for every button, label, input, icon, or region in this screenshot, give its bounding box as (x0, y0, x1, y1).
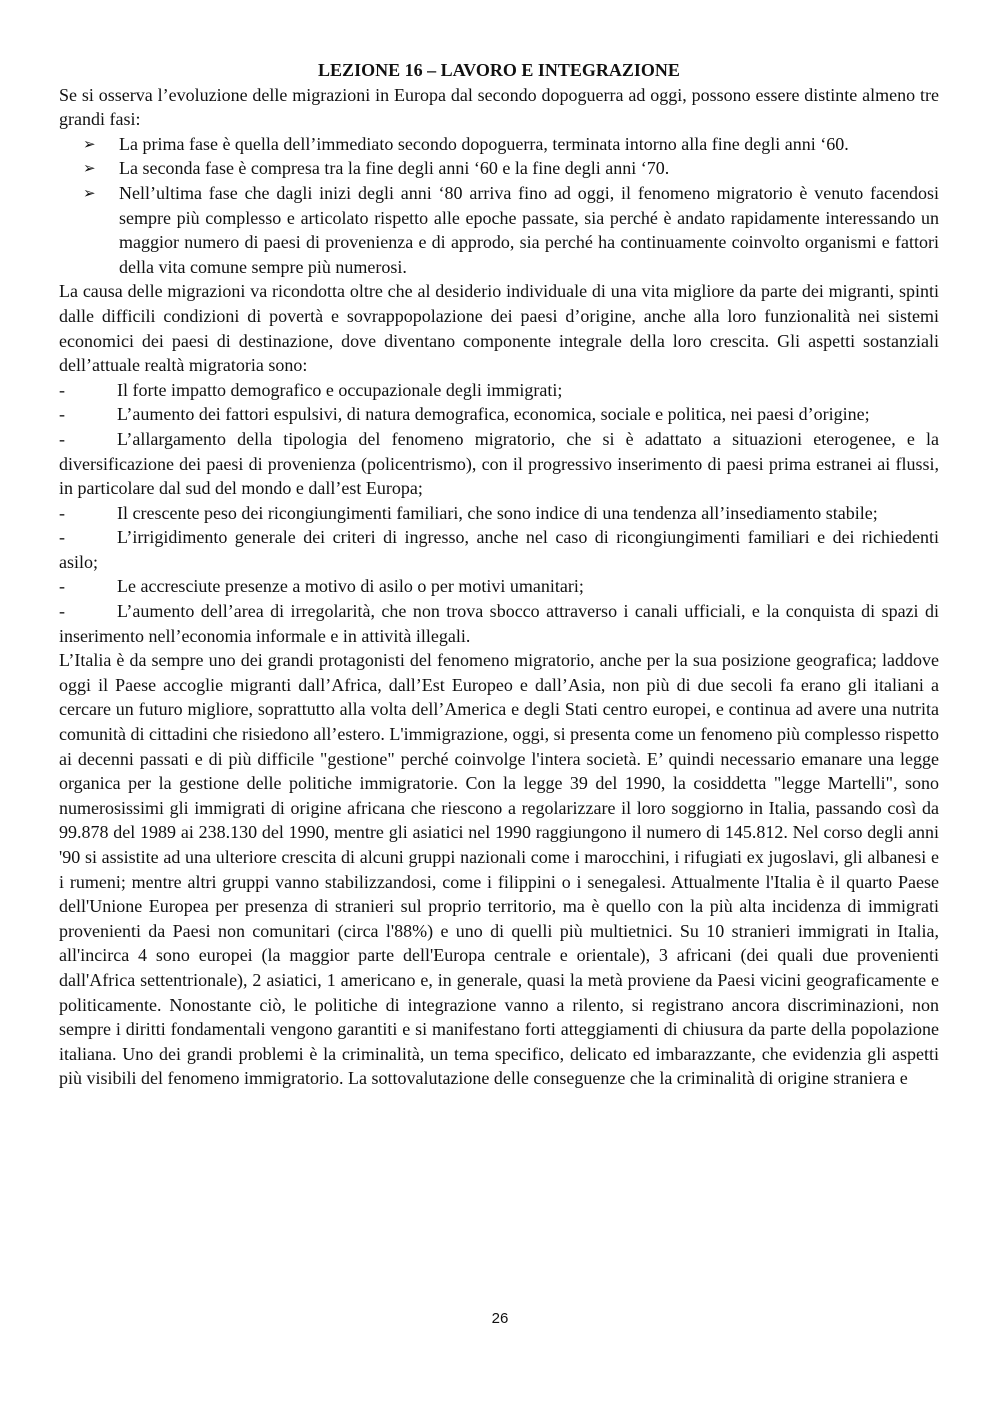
phase-text: Nell’ultima fase che dagli inizi degli anni ‘80 arriva fino ad oggi, il fenomeno migratorio è venuto facendosi sempre più complesso e articolato rispetto alle epoche passate, sia perché è andato rapidamente interessando un maggior numero di paesi di provenienza e di approdo, sia perché ha continuamente coinvolto organismi e fattori della vita comune sempre più numerosi. (119, 182, 939, 277)
cause-paragraph: La causa delle migrazioni va ricondotta oltre che al desiderio individuale di una vita migliore da parte dei migranti, spinti dalle difficili condizioni di povertà e sovrappopolazione dei paesi d’origine, anche alla loro funzionalità nei sistemi economici dei paesi di destinazione, dove diventano componente integrale della loro crescita. Gli aspetti sostanziali dell’attuale realtà migratoria sono: (59, 281, 939, 376)
list-item (59, 402, 939, 427)
lesson-title: LEZIONE 16 – LAVORO E INTEGRAZIONE (318, 60, 680, 80)
aspect-text: Il crescente peso dei ricongiungimenti familiari, che sono indice di una tendenza all’insediamento stabile; (117, 502, 878, 523)
aspect-text: L’allargamento della tipologia del fenomeno migratorio, che si è adattato a situazioni eterogenee, e la diversificazione dei paesi di provenienza (policentrismo), con il progressivo inserimento di paesi prima estranei ai flussi, in particolare dal sud del mondo e dall’est Europa; (59, 428, 939, 499)
phase-text: La prima fase è quella dell’immediato secondo dopoguerra, terminata intorno alla fine degli anni ‘60. (119, 133, 849, 154)
list-item (83, 156, 939, 181)
italy-paragraph: L’Italia è da sempre uno dei grandi protagonisti del fenomeno migratorio, anche per la sua posizione geografica; laddove oggi il Paese accoglie migranti dall’Africa, dall’Est Europeo e dall’Asia, non più di due secoli fa erano gli italiani a cercare un futuro migliore, soprattutto alla volta dell’America e degli Stati centro europei, e continua ad avere una nutrita comunità di cittadini che risiedono all’estero. L'immigrazione, oggi, si presenta come un fenomeno più complesso rispetto ai decenni passati e di più difficile "gestione" perché coinvolge l'intera società. E’ quindi necessario emanare una legge organica per la gestione delle politiche immigratorie. Con la legge 39 del 1990, la cosiddetta "legge Martelli", sono numerosissimi gli immigrati di origine africana che riescono a regolarizzare il loro soggiorno in Italia, passando così da 99.878 del 1989 ai 238.130 del 1990, mentre gli asiatici nel 1990 raggiungono il numero di 145.812. Nel corso degli anni '90 si assistite ad una ulteriore crescita di alcuni gruppi nazionali come i marocchini, i rifugiati ex jugoslavi, gli albanesi e i rumeni; mentre altri gruppi vanno stabilizzandosi, come i filippini o i senegalesi. Attualmente l'Italia è il quarto Paese dell'Unione Europea per presenza di stranieri sul proprio territorio, ma è quello con la più alta incidenza di immigrati provenienti da Paesi non comunitari (circa l'88%) e uno di quelli più multietnici. Su 10 stranieri immigrati in Italia, all'incirca 4 sono europei (la maggior parte dell'Europa centrale e orientale), 3 africani (dei quali due provenienti dall'Africa settentrionale), 2 asiatici, 1 americano e, in generale, quasi la metà proviene da Paesi vicini geograficamente e politicamente. Nonostante ciò, le politiche di integrazione vanno a rilento, si registrano ancora discriminazioni, non sempre i diritti fondamentali vengono garantiti e si manifestano forti atteggiamenti di chiusura da parte della popolazione italiana. Uno dei grandi problemi è la criminalità, un tema specifico, delicato ed imbarazzante, che evidenzia gli aspetti più visibili del fenomeno immigratorio. La sottovalutazione delle conseguenze che la criminalità di origine straniera e (59, 650, 940, 1089)
dash-marker: - (59, 428, 65, 449)
intro-paragraph: Se si osserva l’evoluzione delle migrazioni in Europa dal secondo dopoguerra ad oggi, possono essere distinte almeno tre grandi fasi: (59, 84, 939, 130)
list-item (59, 501, 939, 526)
aspect-text: L’aumento dell’area di irregolarità, che non trova sbocco attraverso i canali ufficiali, e la conquista di spazi di inserimento nell’economia informale e in attività illegali. (59, 601, 939, 646)
dash-marker: - (59, 502, 65, 523)
list-item (59, 599, 939, 648)
dash-marker: - (59, 527, 65, 548)
list-item (59, 427, 939, 501)
document-page (59, 58, 939, 1091)
aspect-text: Il forte impatto demografico e occupazionale degli immigrati; (117, 379, 563, 400)
page-number: 26 (491, 1310, 509, 1327)
dash-marker: - (59, 576, 65, 597)
phases-list (59, 132, 939, 280)
dash-marker: - (59, 379, 65, 400)
arrow-bullet-icon: ➢ (83, 183, 96, 202)
aspect-text: L’aumento dei fattori espulsivi, di natura demografica, economica, sociale e politica, nei paesi d’origine; (117, 404, 870, 425)
aspect-text: Le accresciute presenze a motivo di asilo o per motivi umanitari; (117, 576, 584, 597)
list-item (59, 378, 939, 403)
list-item (59, 525, 939, 574)
dash-marker: - (59, 404, 65, 425)
phase-text: La seconda fase è compresa tra la fine degli anni ‘60 e la fine degli anni ‘70. (119, 158, 670, 179)
list-item (59, 574, 939, 599)
list-item (83, 181, 939, 279)
dash-marker: - (59, 601, 65, 622)
arrow-bullet-icon: ➢ (83, 159, 96, 178)
aspects-list (59, 378, 939, 649)
list-item (83, 132, 939, 157)
aspect-text: L’irrigidimento generale dei criteri di ingresso, anche nel caso di ricongiungimenti familiari e dei richiedenti asilo; (59, 527, 939, 572)
arrow-bullet-icon: ➢ (83, 134, 96, 153)
